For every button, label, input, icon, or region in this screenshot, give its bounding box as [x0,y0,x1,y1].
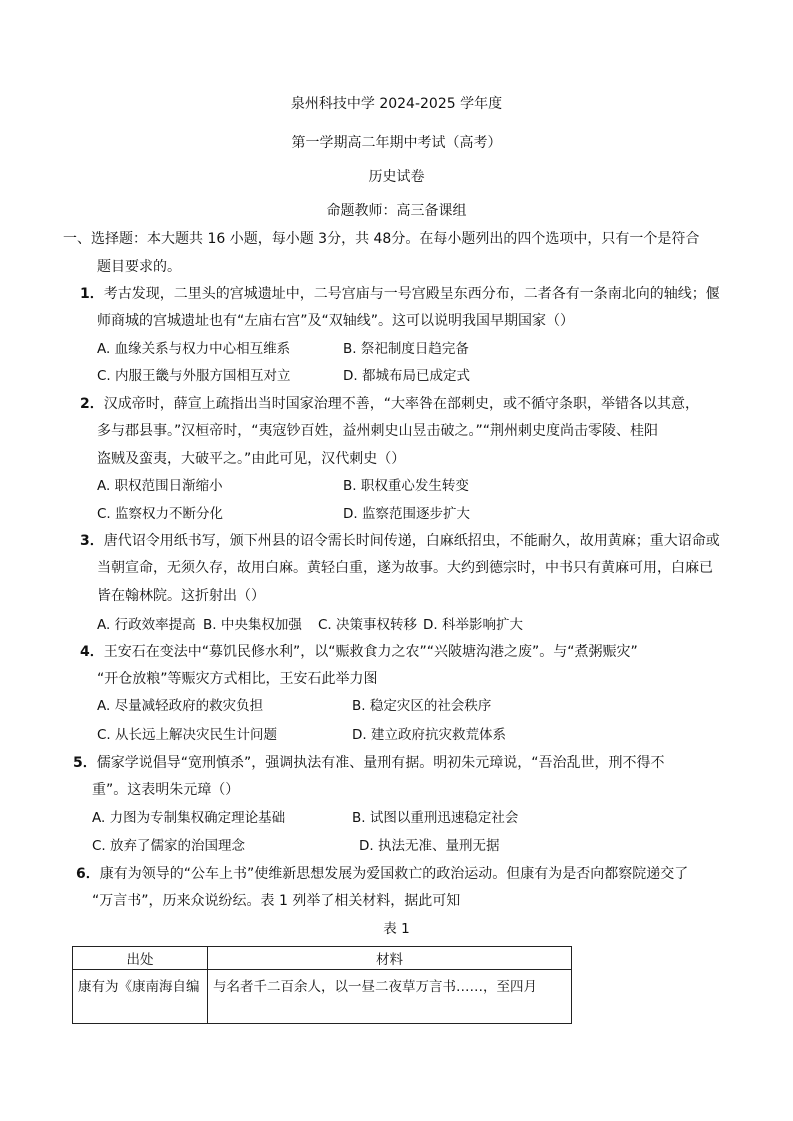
table-row [73,970,572,1024]
question-1 [80,285,720,303]
question-number: 1． [80,286,104,302]
option-d[interactable]: D. 监察范围逐步扩大 [343,506,470,522]
option-a[interactable]: A. 职权范围日渐缩小 [97,478,223,494]
question-text: 儒家学说倡导“宽刑慎杀”，强调执法有准、量刑有据。明初朱元璋说，“吾治乱世，刑不得不 [96,755,665,771]
option-d[interactable]: D. 科举影响扩大 [423,617,523,633]
table-cell-material: 与名者千二百余人，以一昼二夜草万言书……，至四月 [208,970,572,1024]
source-table [72,946,572,1024]
question-text: 王安石在变法中“募饥民修水利”，以“赈救食力之农”“兴陂塘沟港之废”。与“煮粥赈灾” [103,644,638,660]
question-text: 汉成帝时，薛宣上疏指出当时国家治理不善，“大率咎在部刺史，或不循守条职，举错各以其意， [103,396,700,412]
option-b[interactable]: B. 试图以重刑迅速稳定社会 [352,810,519,826]
question-text: 康有为领导的“公车上书”使维新思想发展为爱国救亡的政治运动。但康有为是否向都察院递交了 [99,866,689,882]
table-header-row [73,947,572,970]
option-c[interactable]: C. 监察权力不断分化 [97,506,224,522]
question-text-cont: 重”。这表明朱元璋（） [92,782,240,798]
subject-title: 历史试卷 [368,169,425,185]
question-text-cont: 当朝宣命，无须久存，故用白麻。黄轻白重，遂为故事。大约到德宗时，中书只有黄麻可用，白麻已 [97,560,713,576]
table-cell-source: 康有为《康南海自编 [73,970,208,1024]
option-b[interactable]: B. 稳定灾区的社会秩序 [352,698,492,714]
option-d[interactable]: D. 建立政府抗灾救荒体系 [352,727,506,743]
option-a[interactable]: A. 尽量减轻政府的救灾负担 [97,698,264,714]
question-number: 5． [73,755,97,771]
question-text-cont: 皆在翰林院。这折射出（） [97,588,265,604]
question-text-cont: 盗贼及蛮夷，大破平之。”由此可见，汉代刺史（） [97,451,406,467]
section-title: 一、选择题：本大题共 16 小题，每小题 3分，共 48分。在每小题列出的四个选项中，只有一个是符合 [63,231,700,247]
option-c[interactable]: C. 放弃了儒家的治国理念 [92,838,246,854]
table-header-source: 出处 [73,947,208,970]
option-c[interactable]: C. 决策事权转移 [318,617,418,633]
option-b[interactable]: B. 中央集权加强 [203,617,302,633]
option-b[interactable]: B. 职权重心发生转变 [343,478,469,494]
table-caption: 表 1 [383,921,410,937]
question-5 [73,754,665,772]
question-number: 3． [80,533,104,549]
question-text: 唐代诏令用纸书写，颁下州县的诏令需长时间传递，白麻纸招虫，不能耐久，故用黄麻；重大诏命或 [103,533,720,549]
question-3 [80,532,720,550]
option-b[interactable]: B. 祭祀制度日趋完备 [343,341,469,357]
question-text: 考古发现，二里头的宫城遗址中，二号宫庙与一号宫殿呈东西分布，二者各有一条南北向的轴线；偃 [103,286,720,302]
option-d[interactable]: D. 执法无准、量刑无据 [359,838,500,854]
question-4 [80,643,638,661]
question-text-cont: “万言书”，历来众说纷纭。表 1 列举了相关材料，据此可知 [92,893,461,909]
question-text-cont: 多与郡县事。”汉桓帝时，“夷寇钞百姓，益州刺史山昱击破之。”“荆州刺史度尚击零陵、桂阳 [97,423,659,439]
school-title: 泉州科技中学 2024-2025 学年度 [290,96,503,112]
option-d[interactable]: D. 都城布局已成定式 [343,368,470,384]
option-c[interactable]: C. 内服王畿与外服方国相互对立 [97,368,291,384]
question-number: 2． [80,396,104,412]
section-title-cont: 题目要求的。 [97,259,181,275]
option-a[interactable]: A. 行政效率提高 [97,617,196,633]
table-header-material: 材料 [208,947,572,970]
question-text-cont: 师商城的宫城遗址也有“左庙右宫”及“双轴线”。这可以说明我国早期国家（） [97,313,575,329]
author-line: 命题教师：高三备课组 [326,203,467,219]
question-number: 4． [80,644,104,660]
option-a[interactable]: A. 力图为专制集权确定理论基础 [92,810,286,826]
option-a[interactable]: A. 血缘关系与权力中心相互维系 [97,341,291,357]
question-text-cont: “开仓放粮”等赈灾方式相比，王安石此举力图 [97,671,378,687]
exam-title: 第一学期高二年期中考试（高考） [291,135,502,151]
option-c[interactable]: C. 从长远上解决灾民生计问题 [97,727,278,743]
question-number: 6． [76,866,100,882]
question-6 [76,865,688,883]
question-2 [80,395,699,413]
